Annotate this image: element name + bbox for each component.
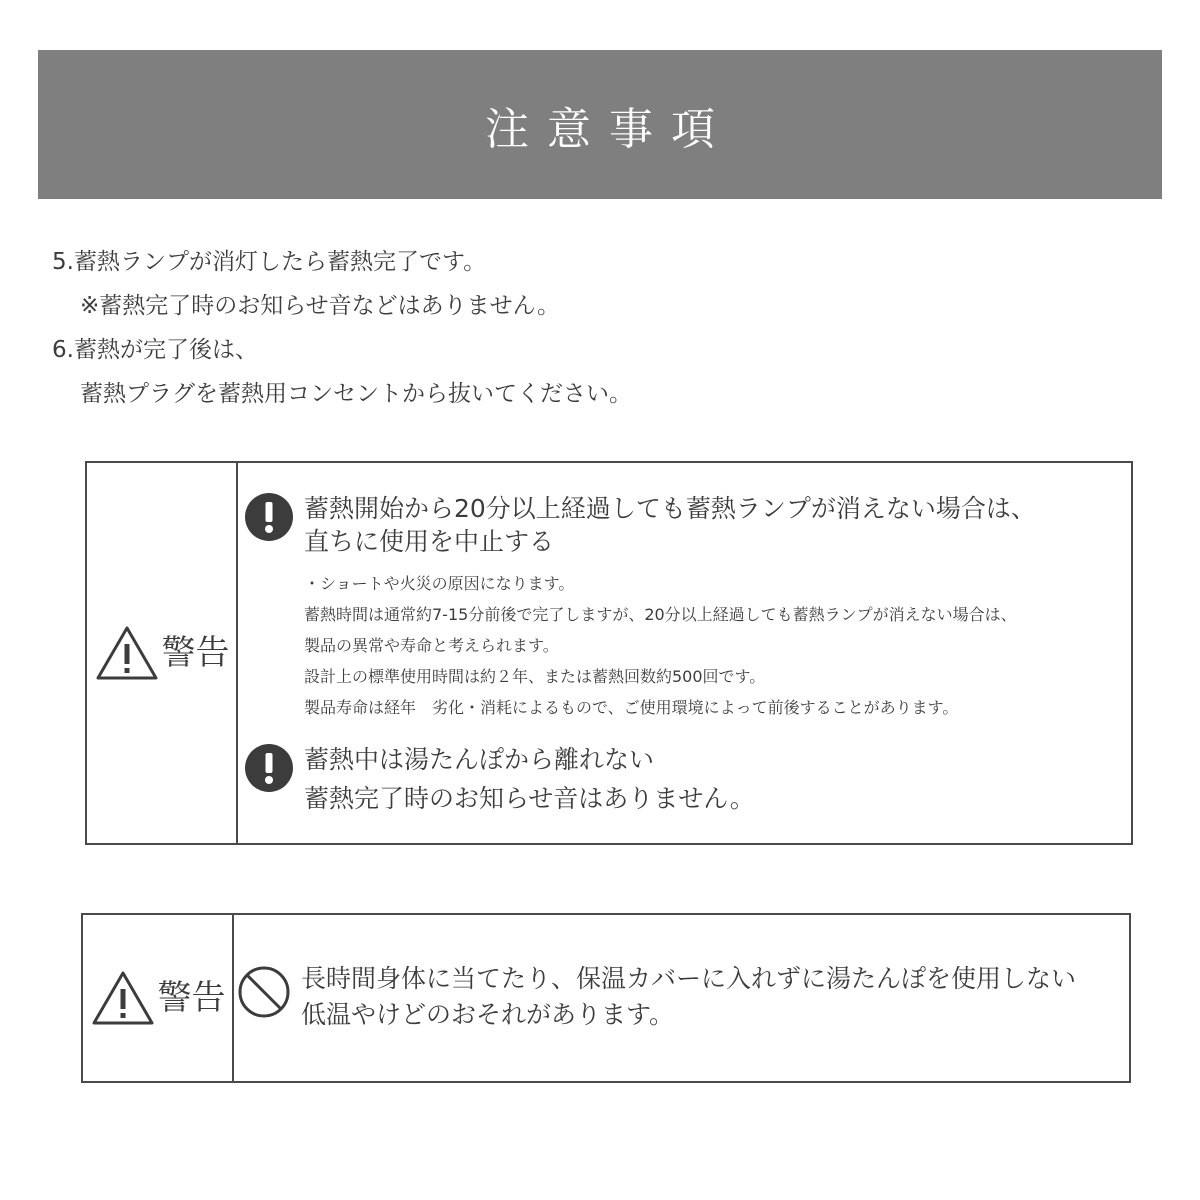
warning-item-1-desc-line: 製品の異常や寿命と考えられます。 — [304, 636, 559, 655]
warning-item-1 — [244, 492, 1036, 723]
warning-item-1-desc-line: 蓄熱時間は通常約7-15分前後で完了しますが、20分以上経過しても蓄熱ランプが消えない場合は、 — [304, 605, 1017, 624]
warning-box-1 — [85, 461, 1133, 845]
warning-item-3 — [237, 961, 1076, 1033]
warning-item-3-title-line-2: 低温やけどのおそれがあります。 — [301, 1000, 675, 1029]
header-banner — [38, 50, 1162, 199]
exclamation-circle-icon — [244, 492, 294, 542]
warning-box-2 — [81, 913, 1131, 1083]
page-title: 注意事項 — [485, 103, 733, 155]
warning-label: 警告 — [161, 633, 230, 673]
step-5-line: 5.蓄熱ランプが消灯したら蓄熱完了です。 — [52, 249, 487, 275]
warning-item-1-title-line-2: 直ちに使用を中止する — [304, 527, 555, 556]
warning-item-1-desc-line: ・ショートや火災の原因になります。 — [304, 574, 575, 593]
step-6-line: 6.蓄熱が完了後は、 — [52, 337, 258, 363]
warning-item-1-title-line-1: 蓄熱開始から20分以上経過しても蓄熱ランプが消えない場合は、 — [304, 494, 1036, 523]
warning-triangle-icon — [90, 969, 156, 1027]
warning-item-1-desc-line: 設計上の標準使用時間は約２年、または蓄熱回数約500回です。 — [304, 667, 766, 686]
warning-label-cell — [83, 915, 234, 1081]
warning-label: 警告 — [157, 978, 226, 1018]
warning-content — [238, 463, 1131, 843]
prohibition-icon — [237, 965, 291, 1019]
exclamation-circle-icon — [244, 743, 294, 793]
step-6-detail: 蓄熱プラグを蓄熱用コンセントから抜いてください。 — [80, 381, 632, 407]
warning-content — [234, 915, 1129, 1081]
warning-item-2-title-line-2: 蓄熱完了時のお知らせ音はありません。 — [304, 784, 755, 813]
warning-item-2-title-line-1: 蓄熱中は湯たんぽから離れない — [304, 745, 655, 774]
warning-label-cell — [87, 463, 238, 843]
step-5-note: ※蓄熱完了時のお知らせ音などはありません。 — [80, 293, 560, 319]
warning-item-2 — [244, 740, 755, 818]
step-instructions — [52, 240, 1152, 416]
warning-item-3-title-line-1: 長時間身体に当てたり、保温カバーに入れずに湯たんぽを使用しない — [301, 964, 1077, 993]
warning-triangle-icon — [94, 624, 160, 682]
warning-item-1-desc-line: 製品寿命は経年 劣化・消耗によるもので、ご使用環境によって前後することがあります。 — [304, 698, 959, 717]
